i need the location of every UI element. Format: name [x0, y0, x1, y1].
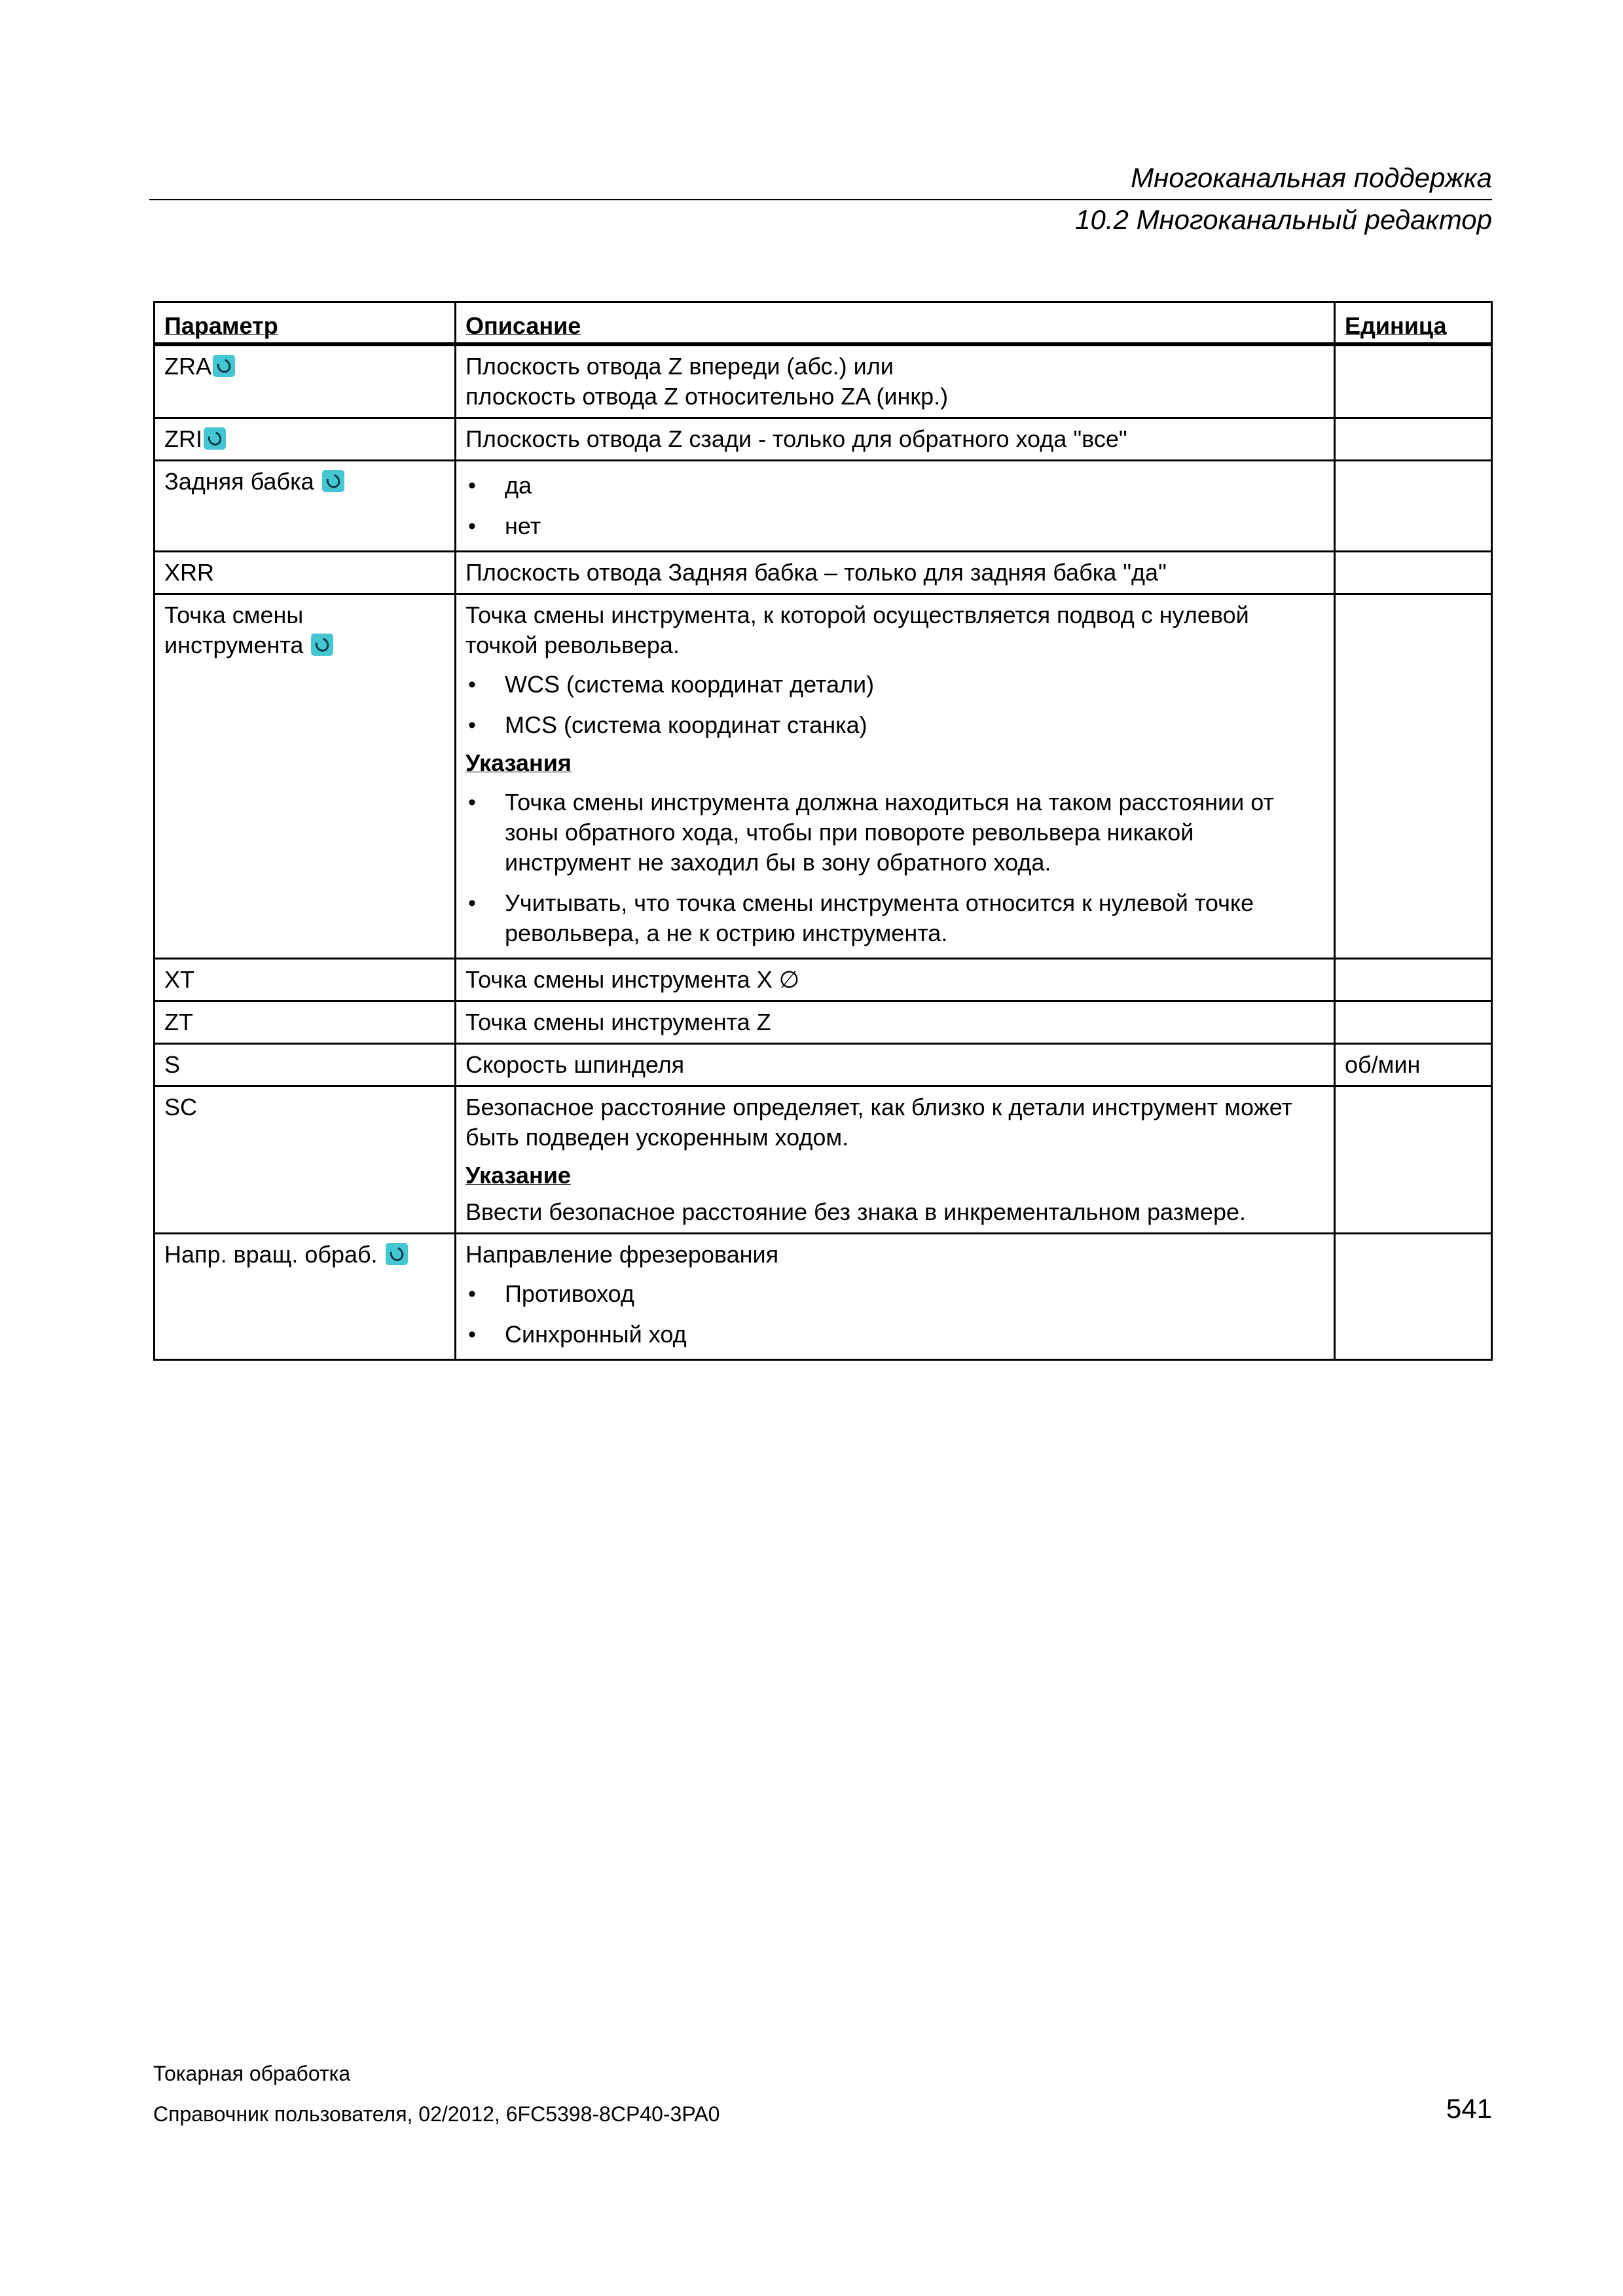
running-header-section: 10.2 Многоканальный редактор	[1075, 204, 1492, 235]
option-list	[465, 471, 1324, 541]
description-cell	[456, 594, 1335, 959]
table-row	[155, 552, 1492, 594]
unit-cell	[1335, 1086, 1492, 1234]
unit-cell	[1335, 552, 1492, 594]
param-name: XT	[164, 966, 195, 993]
list-item: • нет	[465, 511, 1324, 541]
description-line: Плоскость отвода Z сзади - только для обратного хода "все"	[465, 425, 1127, 452]
column-header-parameter: Параметр	[155, 302, 456, 345]
toggle-arrow-icon	[322, 470, 344, 492]
description-cell	[456, 344, 1335, 418]
param-cell	[155, 552, 456, 594]
option-list	[465, 1279, 1324, 1350]
param-name-line: Точка смены	[164, 601, 304, 628]
description-cell	[456, 1001, 1335, 1044]
table-row	[155, 959, 1492, 1001]
table-row	[155, 1086, 1492, 1234]
list-item: • Точка смены инструмента должна находиться на таком расстоянии от зоны обратного хода, чтобы при повороте револьвера никакой инструмент не заходил бы в зону обратного хода.	[465, 787, 1324, 878]
description-text: Точка смены инструмента, к которой осуществляется подвод с нулевой точкой револьвера.	[465, 601, 1249, 658]
list-item: • Учитывать, что точка смены инструмента относится к нулевой точке револьвера, а не к острию инструмента.	[465, 888, 1324, 948]
param-cell	[155, 594, 456, 959]
unit-cell	[1335, 594, 1492, 959]
description-line: Точка смены инструмента X ∅	[465, 966, 800, 993]
param-cell	[155, 1234, 456, 1360]
description-cell	[456, 1086, 1335, 1234]
list-item: • Синхронный ход	[465, 1319, 1324, 1350]
list-item: • MCS (система координат станка)	[465, 710, 1324, 740]
table-row	[155, 1001, 1492, 1044]
description-cell	[456, 1234, 1335, 1360]
footer-product: Токарная обработка	[153, 2062, 351, 2085]
column-header-unit: Единица	[1335, 302, 1492, 345]
param-name: ZT	[164, 1009, 193, 1035]
description-line: Направление фрезерования	[465, 1241, 779, 1268]
unit-cell	[1335, 1234, 1492, 1360]
list-item: • WCS (система координат детали)	[465, 670, 1324, 700]
description-cell	[456, 959, 1335, 1001]
description-line: Скорость шпинделя	[465, 1051, 685, 1078]
description-line: Плоскость отвода Задняя бабка – только для задняя бабка "да"	[465, 559, 1167, 586]
description-cell	[456, 552, 1335, 594]
param-name: SC	[164, 1094, 198, 1121]
description-line: Плоскость отвода Z впереди (абс.) или	[465, 353, 894, 380]
param-cell	[155, 461, 456, 552]
parameter-table	[153, 301, 1493, 1361]
note-list	[465, 787, 1324, 948]
header-divider	[149, 199, 1492, 200]
param-cell	[155, 1086, 456, 1234]
toggle-arrow-icon	[213, 355, 235, 377]
unit-cell	[1335, 1001, 1492, 1044]
toggle-arrow-icon	[386, 1243, 408, 1265]
param-name: S	[164, 1051, 181, 1078]
table-row	[155, 461, 1492, 552]
description-text: Безопасное расстояние определяет, как близко к детали инструмент может быть подведен ускоренным ходом.	[465, 1094, 1293, 1151]
param-cell	[155, 344, 456, 418]
toggle-arrow-icon	[311, 634, 333, 656]
note-title: Указания	[465, 749, 572, 776]
footer-manual-info: Справочник пользователя, 02/2012, 6FC5398-8CP40-3PA0	[153, 2102, 720, 2126]
description-cell	[456, 461, 1335, 552]
note-title: Указание	[465, 1162, 571, 1189]
unit-cell	[1335, 461, 1492, 552]
param-name: Задняя бабка	[164, 468, 314, 495]
list-item: • да	[465, 471, 1324, 501]
description-cell	[456, 1044, 1335, 1086]
table-row	[155, 1044, 1492, 1086]
description-line: плоскость отвода Z относительно ZA (инкр.)	[465, 383, 949, 410]
unit-cell: об/мин	[1335, 1044, 1492, 1086]
column-header-description: Описание	[456, 302, 1335, 345]
unit-cell	[1335, 959, 1492, 1001]
option-list	[465, 670, 1324, 740]
param-name: ZRI	[164, 425, 202, 452]
list-item: • Противоход	[465, 1279, 1324, 1309]
param-cell	[155, 959, 456, 1001]
unit-cell	[1335, 344, 1492, 418]
table-header-row	[155, 302, 1492, 345]
param-name: XRR	[164, 559, 215, 586]
param-cell	[155, 418, 456, 461]
unit-cell	[1335, 418, 1492, 461]
param-cell	[155, 1001, 456, 1044]
toggle-arrow-icon	[204, 427, 226, 450]
table-row	[155, 594, 1492, 959]
description-cell	[456, 418, 1335, 461]
note-text: Ввести безопасное расстояние без знака в инкрементальном размере.	[465, 1198, 1246, 1225]
table-row	[155, 418, 1492, 461]
description-line: Точка смены инструмента Z	[465, 1009, 771, 1035]
param-cell	[155, 1044, 456, 1086]
page-number: 541	[1446, 2093, 1492, 2124]
param-name: Напр. вращ. обраб.	[164, 1241, 378, 1268]
table-row	[155, 344, 1492, 418]
table-row	[155, 1234, 1492, 1360]
param-name: ZRA	[164, 353, 211, 380]
param-name-line: инструмента	[164, 632, 304, 658]
running-header-chapter: Многоканальная поддержка	[1131, 162, 1492, 193]
